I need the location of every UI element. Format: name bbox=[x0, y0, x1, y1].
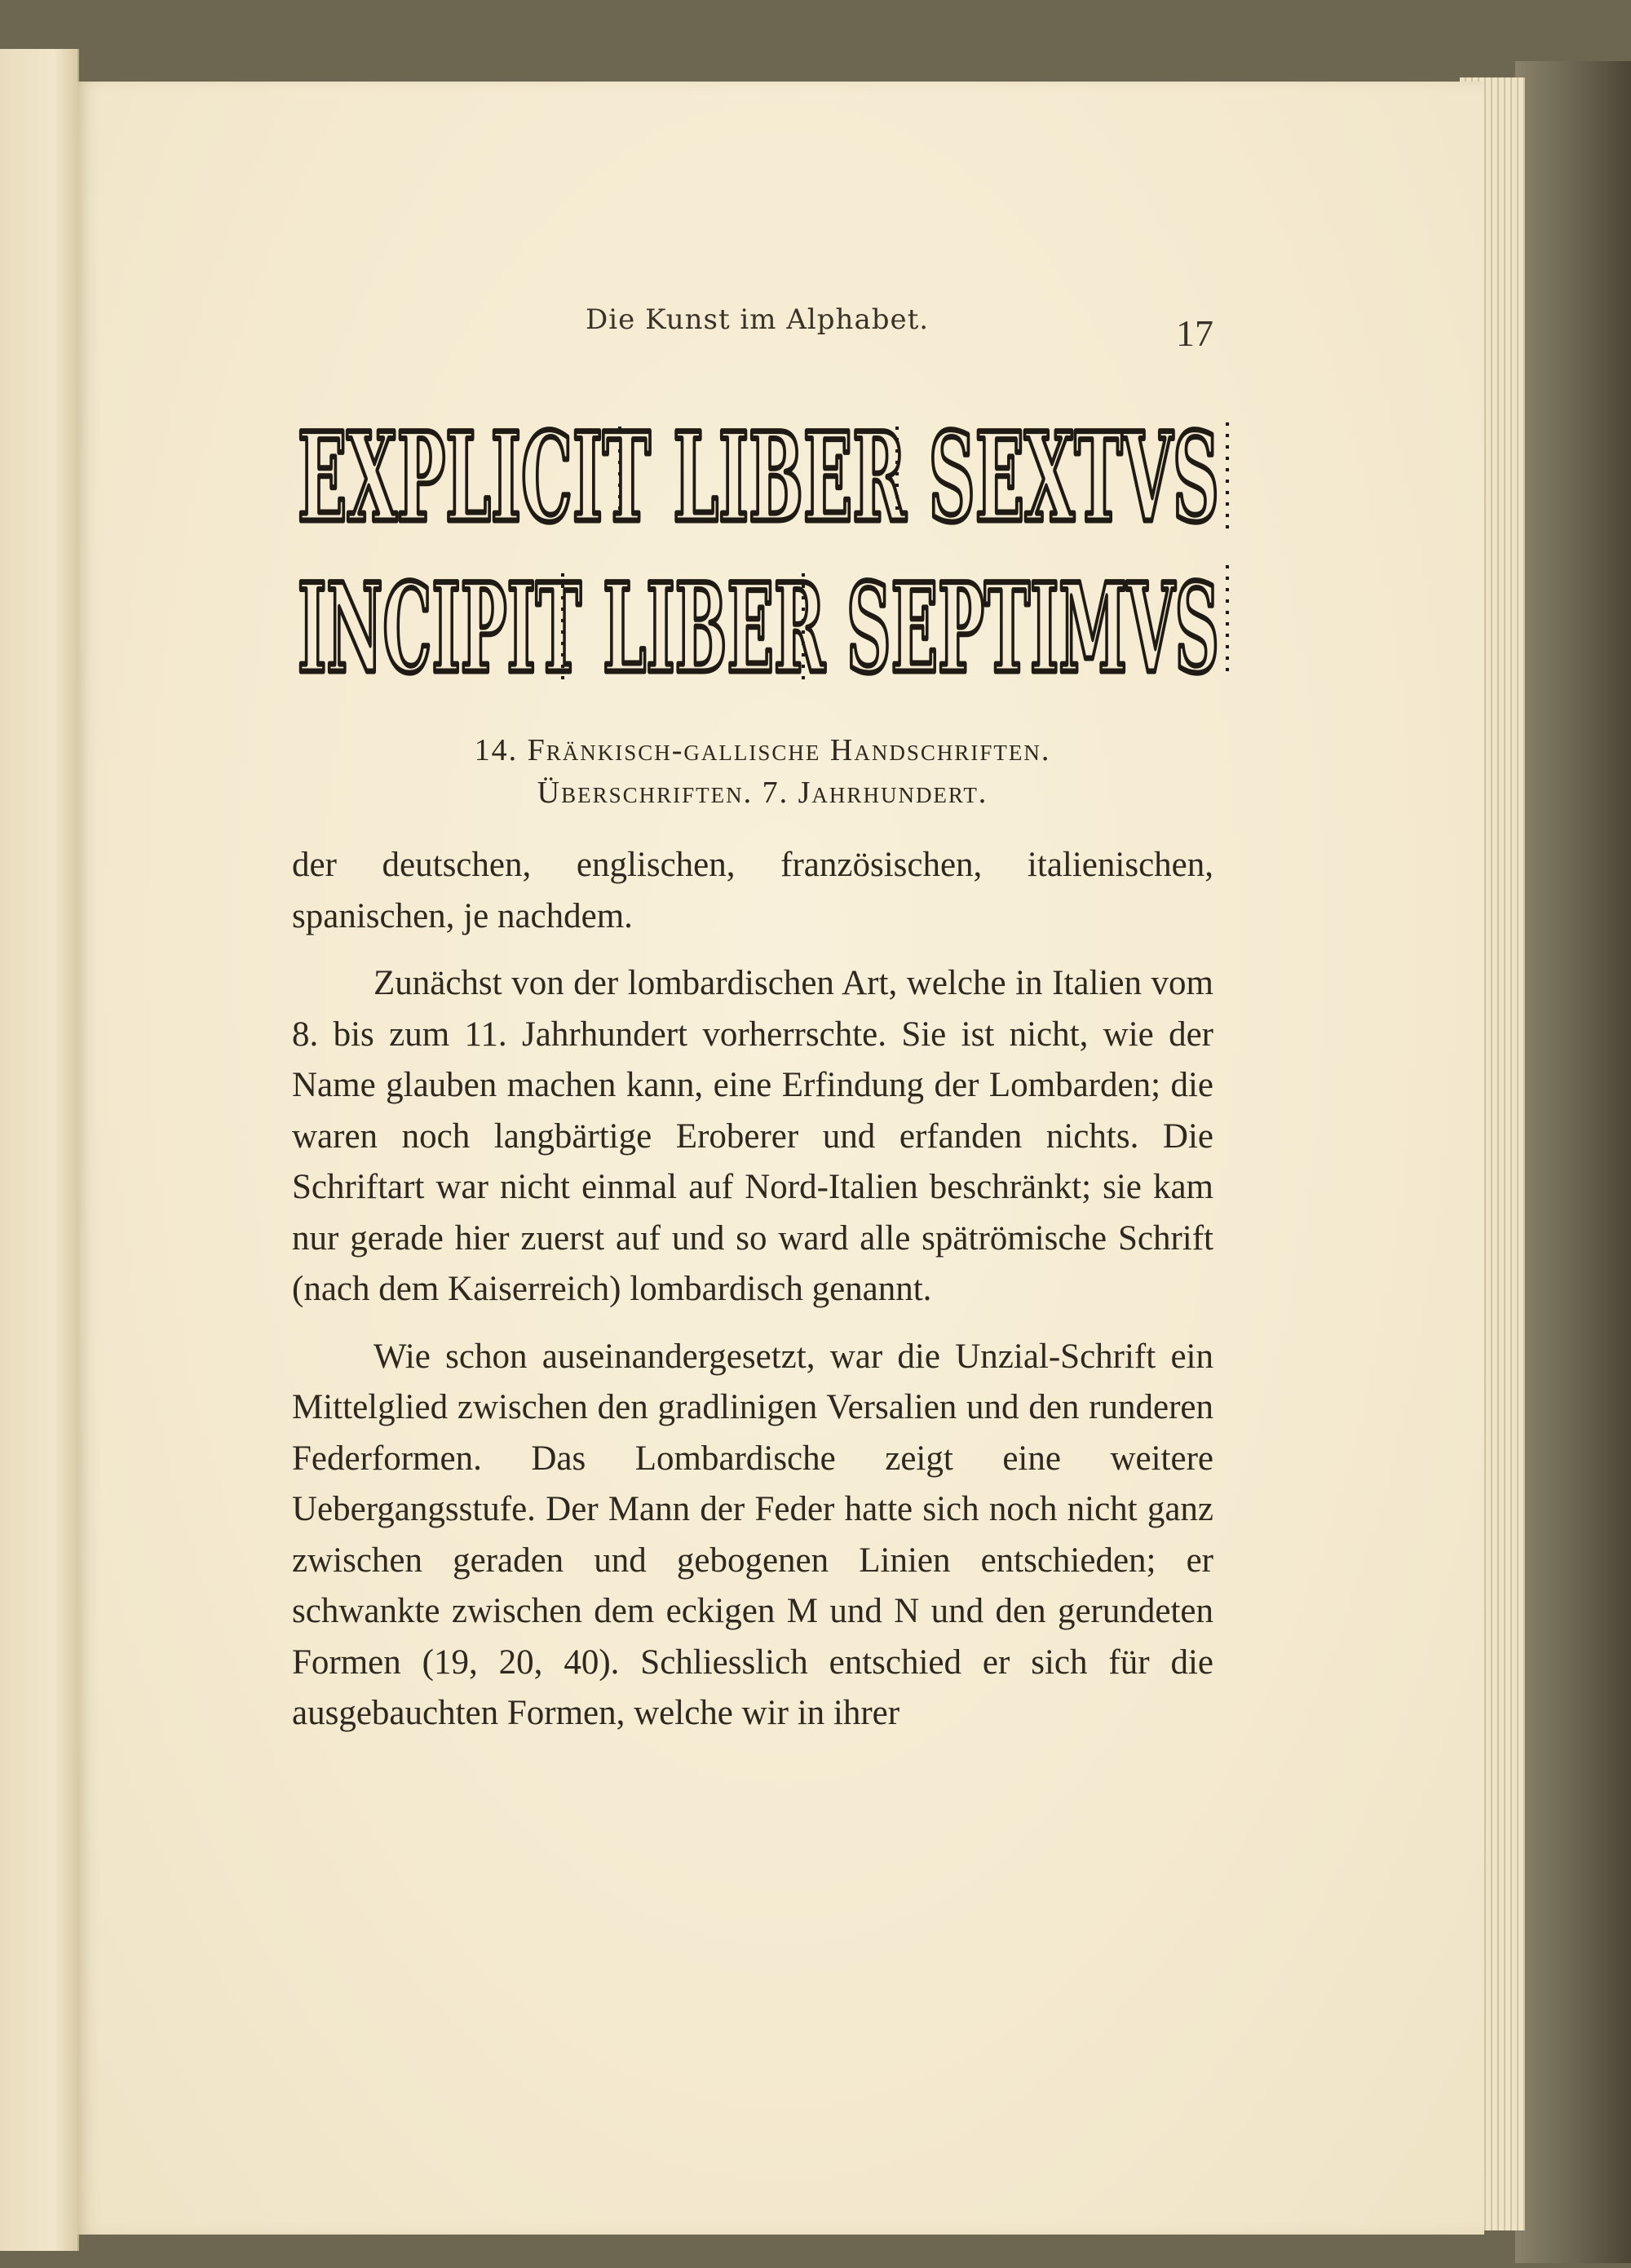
figure-caption-line-1: 14. Fränkisch-gallische Handschriften. bbox=[474, 733, 1051, 767]
body-text bbox=[292, 840, 1213, 1740]
right-book-cover bbox=[1515, 61, 1631, 2263]
decorative-lettering-figure bbox=[281, 398, 1240, 708]
running-head: Die Kunst im Alphabet. bbox=[586, 303, 930, 336]
paragraph-3: Wie schon auseinandergesetzt, war die Unzial-Schrift ein Mittelglied zwischen den gradlinigen Versalien und den runderen Federformen. Das Lombardische zeigt eine weitere Uebergangsstufe. Der Mann der Feder hatte sich noch nicht ganz zwischen geraden und gebogenen Linien entschieden; er schwankte zwischen dem eckigen M und N und den gerundeten Formen (19, 20, 40). Schliesslich entschied er sich für die ausgebauchten Formen, welche wir in ihrer bbox=[292, 1337, 1213, 1732]
ornament-line-1: EXPLICIT LIBER SEXTVS bbox=[298, 406, 1219, 550]
paragraph-2: Zunächst von der lombardischen Art, welche in Italien vom 8. bis zum 11. Jahrhundert vorherrschte. Sie ist nicht, wie der Name glauben machen kann, eine Erfindung der Lombarden; die waren noch langbärtige Eroberer und erfanden nichts. Die Schriftart war nicht einmal auf Nord-Italien beschränkt; sie kam nur gerade hier zuerst auf und so ward alle spätrömische Schrift (nach dem Kaiserreich) lombardisch genannt. bbox=[292, 964, 1213, 1308]
figure-caption-line-2: Überschriften. 7. Jahrhundert. bbox=[537, 776, 988, 810]
paragraph-1: der deutschen, englischen, französischen, italienischen, spanischen, je nachdem. bbox=[292, 846, 1213, 935]
ornament-line-2: INCIPIT LIBER SEPTIMVS bbox=[298, 557, 1219, 701]
page-number: 17 bbox=[1176, 312, 1213, 354]
left-page-edge bbox=[0, 49, 79, 2251]
